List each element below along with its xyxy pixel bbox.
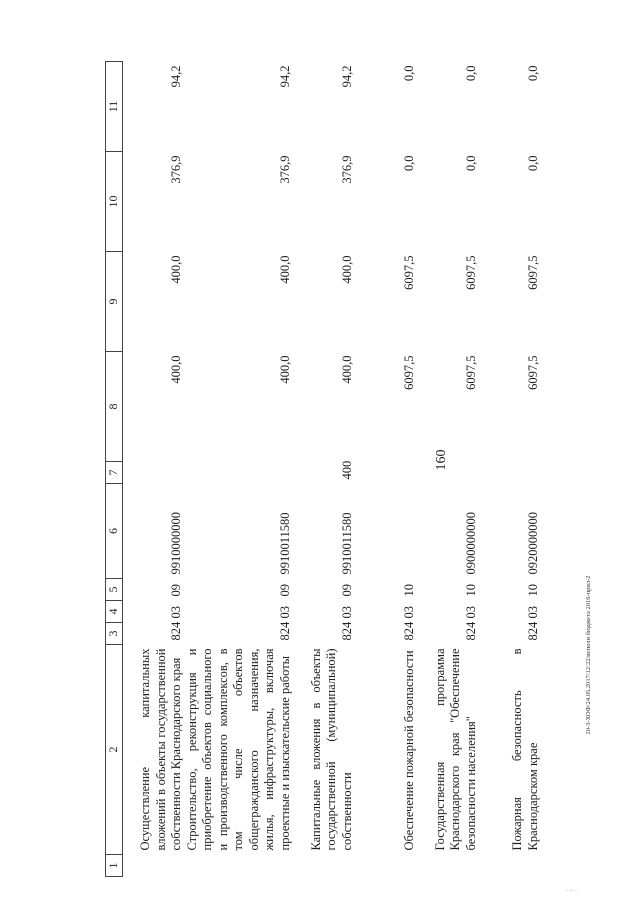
cell-col-7: 400	[339, 460, 354, 480]
row-name: Государственная программа Краснодарского края "Обеспечение безопасности населения"	[432, 648, 478, 851]
cell-col-6: 0920000000	[525, 512, 540, 575]
cell-col-11: 94,2	[339, 65, 354, 88]
cell-col-8: 400,0	[169, 355, 183, 384]
cell-col-5: 10	[463, 584, 478, 597]
table-row	[355, 62, 417, 877]
cell-col-4: 03	[277, 606, 292, 619]
cell-col-5: 09	[169, 584, 183, 597]
header-col-7: 7	[106, 462, 123, 484]
header-col-4: 4	[106, 601, 123, 623]
row-name: Капитальные вложения в объекты государственной (муниципальной) собственности	[308, 648, 354, 851]
cell-col-11: 94,2	[277, 65, 292, 88]
row-name: Строительство, реконструкция и приобретение объектов социального и производственного комплексов, в том числе объектов общегражданского назначения, жилья, инфраструктуры, включая проектные и изыскательские работы	[184, 648, 292, 851]
cell-col-6: 0900000000	[463, 512, 478, 575]
cell-col-7	[479, 462, 541, 484]
row-name: Обеспечение пожарной безопасности	[401, 650, 416, 851]
cell-col-9: 6097,5	[463, 255, 478, 290]
cell-col-10: 0,0	[401, 155, 416, 172]
cell-col-8: 6097,5	[525, 355, 540, 390]
page-number: 160	[434, 449, 449, 471]
budget-table	[105, 61, 541, 877]
cell-col-9: 400,0	[169, 255, 183, 284]
rotated-table-wrapper	[105, 62, 595, 877]
cell-col-11: 0,0	[525, 65, 540, 82]
header-col-1: 1	[106, 855, 123, 877]
cell-col-7	[355, 462, 417, 484]
header-col-11: 11	[106, 62, 123, 152]
cell-col-7	[417, 462, 479, 484]
cell-col-9: 6097,5	[401, 255, 416, 290]
footer-reference: 20-3-ХОФ/24.05.2017/12:22/исполн бюджета 2016-прил-2	[585, 575, 592, 735]
header-col-3: 3	[106, 623, 123, 645]
cell-col-11: 94,2	[169, 65, 183, 88]
cell-col-10: 376,9	[169, 155, 183, 184]
cell-col-4: 03	[525, 606, 540, 619]
table-row	[417, 62, 479, 877]
cell-col-7	[122, 462, 185, 484]
cell-col-6	[355, 484, 417, 579]
cell-col-8: 6097,5	[463, 355, 478, 390]
cell-col-3: 824	[277, 621, 292, 641]
cell-col-3: 824	[525, 621, 540, 641]
row-name: Пожарная безопасность в Краснодарском крае	[510, 648, 540, 851]
header-col-9: 9	[106, 252, 123, 352]
cell-col-10: 376,9	[277, 155, 292, 184]
header-col-5: 5	[106, 579, 123, 601]
cell-col-10: 376,9	[339, 155, 354, 184]
cell-col-6: 9910011580	[339, 512, 354, 575]
header-col-2: 2	[106, 645, 123, 855]
cell-col-9: 400,0	[277, 255, 292, 284]
cell-col-4: 03	[463, 606, 478, 619]
table-row	[479, 62, 541, 877]
header-col-8: 8	[106, 352, 123, 462]
table-header	[106, 62, 123, 877]
cell-col-8: 400,0	[277, 355, 292, 384]
cell-col-7	[185, 462, 294, 484]
row-name: Осуществление капитальных вложений в объекты государственной собственности Краснодарского края	[138, 648, 183, 851]
cell-col-5: 09	[339, 584, 354, 597]
cell-col-5: 09	[277, 584, 292, 597]
cell-col-8: 400,0	[339, 355, 354, 384]
cell-col-6: 9910011580	[277, 512, 292, 575]
cell-col-3: 824	[401, 621, 416, 641]
cell-col-10: 0,0	[525, 155, 540, 172]
cell-col-4: 03	[169, 606, 183, 619]
cell-col-4: 03	[339, 606, 354, 619]
cell-col-8: 6097,5	[401, 355, 416, 390]
cell-col-6: 9910000000	[169, 512, 183, 575]
cell-col-5: 10	[525, 584, 540, 597]
header-col-6: 6	[106, 484, 123, 579]
table-row	[185, 62, 294, 877]
table-row	[293, 62, 355, 877]
cell-col-10: 0,0	[463, 155, 478, 172]
header-col-10: 10	[106, 152, 123, 252]
cell-col-9: 6097,5	[525, 255, 540, 290]
cell-col-11: 0,0	[401, 65, 416, 82]
cell-col-3: 824	[339, 621, 354, 641]
cell-col-3: 824	[169, 621, 183, 641]
corner-mark: · ·· ·	[566, 888, 577, 894]
cell-col-4: 03	[401, 606, 416, 619]
cell-col-9: 400,0	[339, 255, 354, 284]
cell-col-11: 0,0	[463, 65, 478, 82]
cell-col-3: 824	[463, 621, 478, 641]
table-row	[122, 62, 185, 877]
cell-col-5: 10	[401, 584, 416, 597]
